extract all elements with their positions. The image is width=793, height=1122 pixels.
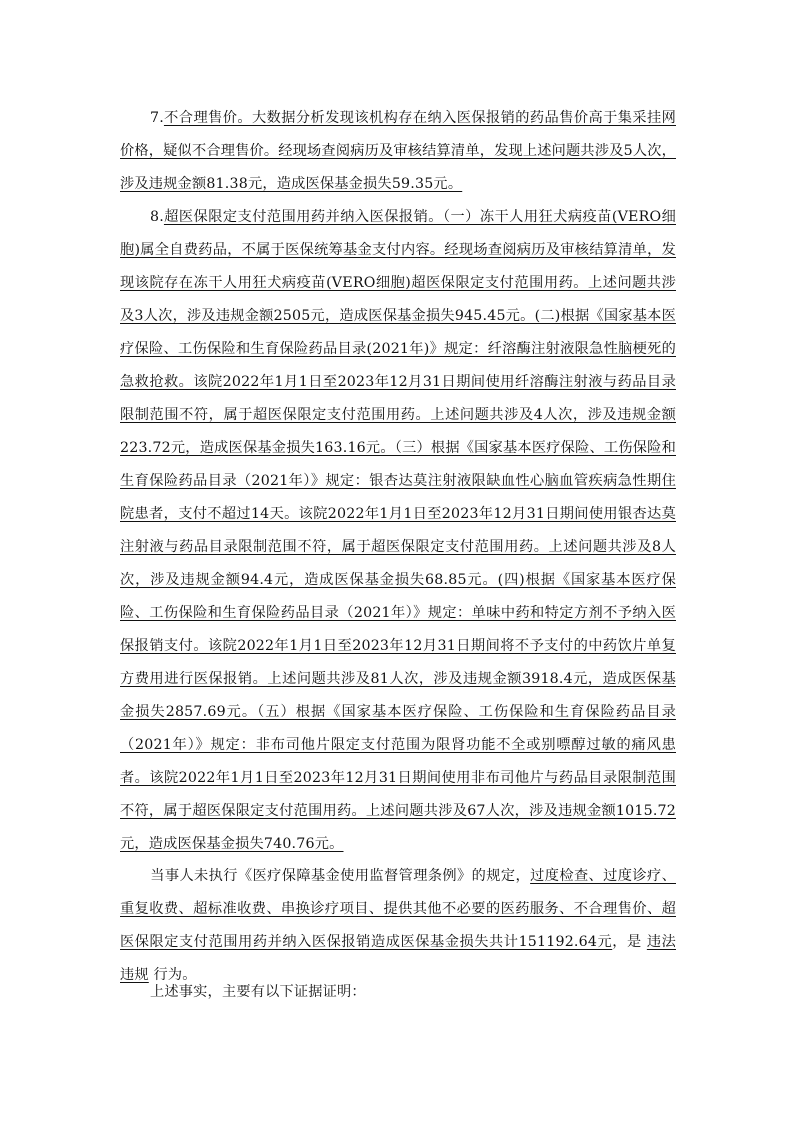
item-8-text: 超医保限定支付范围用药并纳入医保报销。（一）冻干人用狂犬病疫苗(VERO细胞)属全自费药品，不属于医保统筹基金支付内容。经现场查阅病历及审核结算清单，发现该院存在冻干人用狂犬病疫苗(VERO细胞)超医保限定支付范围用药。上述问题共涉及3人次，涉及违规金额2505元，造成医保基金损失945.45元。(二)根据《国家基本医疗保险、工伤保险和生育保险药品目录(2021年)》规定：纤溶酶注射液限急性脑梗死的急救抢救。该院2022年1月1日至2023年12月31日期间使用纤溶酶注射液与药品目录限制范围不符，属于超医保限定支付范围用药。上述问题共涉及4人次，涉及违规金额223.72元，造成医保基金损失163.16元。（三）根据《国家基本医疗保险、工伤保险和生育保险药品目录（2021年）》规定：银杏达莫注射液限缺血性心脑血管疾病急性期住院患者，支付不超过14天。该院2022年1月1日至2023年12月31日期间使用银杏达莫注射液与药品目录限制范围不符，属于超医保限定支付范围用药。上述问题共涉及8人次，涉及违规金额94.4元，造成医保基金损失68.85元。(四)根据《国家基本医疗保险、工伤保险和生育保险药品目录（2021年）》规定：单味中药和特定方剂不予纳入医保报销支付。该院2022年1月1日至2023年12月31日期间将不予支付的中药饮片单复方费用进行医保报销。上述问题共涉及81人次，涉及违规金额3918.4元，造成医保基金损失2857.69元。（五）根据《国家基本医疗保险、工伤保险和生育保险药品目录（2021年）》规定：非布司他片限定支付范围为限肾功能不全或别嘌醇过敏的痛风患者。该院2022年1月1日至2023年12月31日期间使用非布司他片与药品目录限制范围不符，属于超医保限定支付范围用药。上述问题共涉及67人次，涉及违规金额1015.72元，造成医保基金损失740.76元。 xyxy=(120,209,676,852)
conclusion-violations: 过度检查、过度诊疗、重复收费、超标准收费、串换诊疗项目、提供其他不必要的医药服务、不合理售价、超医保限定支付范围用药并纳入医保报销造成医保基金损失共计151192.64元 xyxy=(120,868,676,950)
item-8-number: 8. xyxy=(150,209,164,225)
paragraph-evidence-intro xyxy=(120,976,676,1009)
paragraph-item-8 xyxy=(120,201,676,861)
conclusion-verdict: 违法违规 xyxy=(120,934,677,983)
evidence-intro-text: 上述事实，主要有以下证据证明： xyxy=(150,984,366,1000)
paragraph-conclusion xyxy=(120,860,676,992)
item-7-text: 不合理售价。大数据分析发现该机构存在纳入医保报销的药品售价高于集采挂网价格，疑似不合理售价。经现场查阅病历及审核结算清单，发现上述问题共涉及5人次，涉及违规金额81.38元，造成医保基金损失59.35元。 xyxy=(120,110,676,192)
conclusion-mid: ，是 xyxy=(612,934,642,950)
item-7-number: 7. xyxy=(150,110,164,126)
conclusion-prefix: 当事人未执行《医疗保障基金使用监督管理条例》的规定， xyxy=(150,868,531,884)
conclusion-suffix: 行为。 xyxy=(153,967,197,983)
paragraph-item-7 xyxy=(120,102,676,201)
